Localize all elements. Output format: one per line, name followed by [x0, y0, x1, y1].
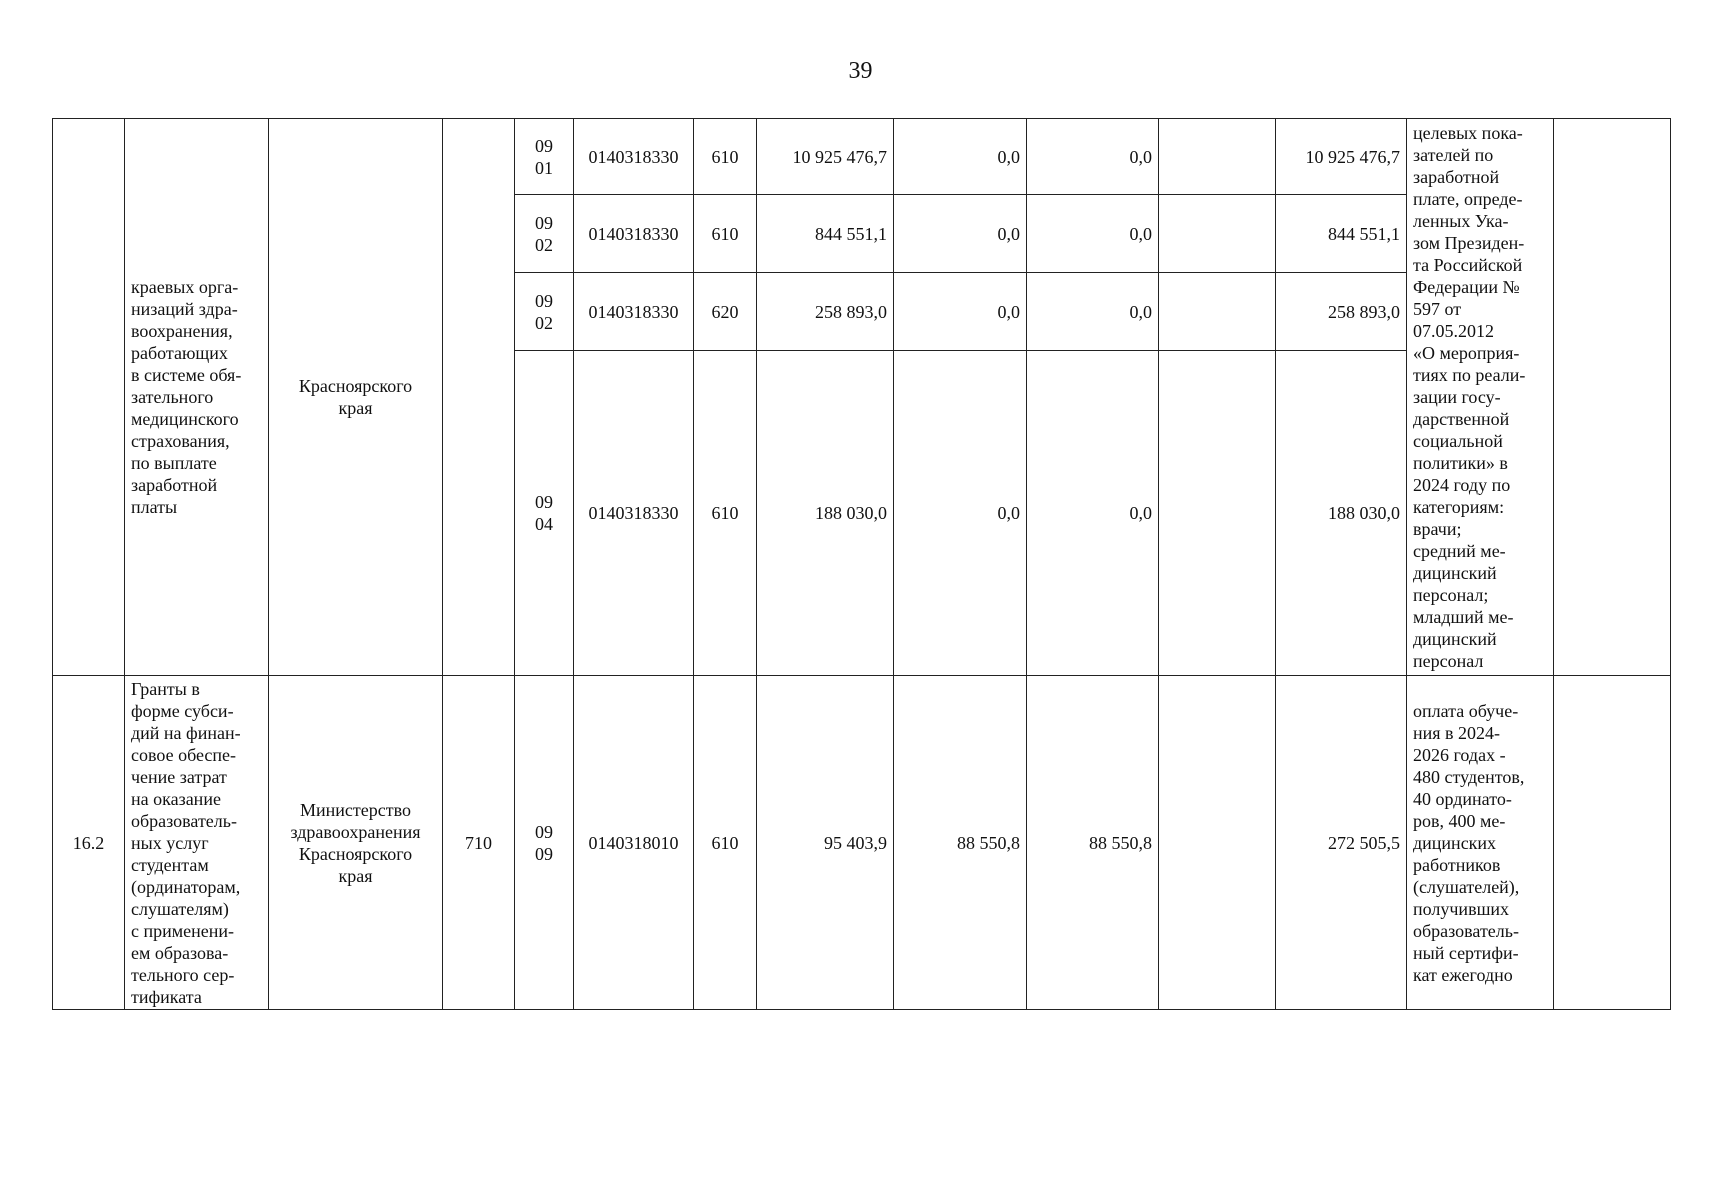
- grbs-name-cell: Красноярского края: [269, 119, 443, 676]
- amount-2025-cell: 0,0: [894, 119, 1027, 195]
- budget-table: [52, 118, 1671, 1010]
- csr-cell: 0140318330: [574, 351, 694, 676]
- amount-2025-cell: 0,0: [894, 195, 1027, 273]
- amount-2024-cell: 258 893,0: [757, 273, 894, 351]
- rzpr-cell: 09 09: [515, 676, 574, 1010]
- amount-2026-cell: 0,0: [1027, 195, 1159, 273]
- empty-amount-cell: [1159, 676, 1276, 1010]
- empty-amount-cell: [1159, 119, 1276, 195]
- total-cell: 258 893,0: [1276, 273, 1407, 351]
- amount-2026-cell: 0,0: [1027, 351, 1159, 676]
- amount-2025-cell: 0,0: [894, 351, 1027, 676]
- empty-amount-cell: [1159, 351, 1276, 676]
- rzpr-cell: 09 02: [515, 195, 574, 273]
- csr-cell: 0140318330: [574, 119, 694, 195]
- measure-name-cell: краевых орга- низаций здра- воохранения, работающих в системе обя- зательного медицинского страхования, по выплате заработной платы: [125, 119, 269, 676]
- total-cell: 844 551,1: [1276, 195, 1407, 273]
- vr-cell: 610: [694, 351, 757, 676]
- rzpr-cell: 09 04: [515, 351, 574, 676]
- empty-cell: [1554, 676, 1671, 1010]
- row-number-cell: 16.2: [53, 676, 125, 1010]
- amount-2024-cell: 10 925 476,7: [757, 119, 894, 195]
- vr-cell: 620: [694, 273, 757, 351]
- empty-amount-cell: [1159, 273, 1276, 351]
- amount-2026-cell: 88 550,8: [1027, 676, 1159, 1010]
- amount-2024-cell: 188 030,0: [757, 351, 894, 676]
- expected-result-cell: оплата обуче- ния в 2024- 2026 годах - 480 студентов, 40 ординато- ров, 400 ме- дицинских работников (слушателей), получивших образователь- ный сертифи- кат ежегодно: [1407, 676, 1554, 1010]
- vr-cell: 610: [694, 119, 757, 195]
- amount-2026-cell: 0,0: [1027, 273, 1159, 351]
- vr-cell: 610: [694, 676, 757, 1010]
- amount-2026-cell: 0,0: [1027, 119, 1159, 195]
- page-number: 39: [848, 58, 873, 84]
- grbs-code-cell: [443, 119, 515, 676]
- rzpr-cell: 09 02: [515, 273, 574, 351]
- csr-cell: 0140318010: [574, 676, 694, 1010]
- amount-2025-cell: 88 550,8: [894, 676, 1027, 1010]
- row-number-cell: [53, 119, 125, 676]
- grbs-name-cell: Министерство здравоохранения Красноярского края: [269, 676, 443, 1010]
- total-cell: 272 505,5: [1276, 676, 1407, 1010]
- total-cell: 188 030,0: [1276, 351, 1407, 676]
- empty-cell: [1554, 119, 1671, 676]
- total-cell: 10 925 476,7: [1276, 119, 1407, 195]
- amount-2024-cell: 844 551,1: [757, 195, 894, 273]
- vr-cell: 610: [694, 195, 757, 273]
- measure-name-cell: Гранты в форме субси- дий на финан- совое обеспе- чение затрат на оказание образователь- ных услуг студентам (ординаторам, слушателям) с применени- ем образова- тельного сер- тификата: [125, 676, 269, 1010]
- empty-amount-cell: [1159, 195, 1276, 273]
- amount-2024-cell: 95 403,9: [757, 676, 894, 1010]
- csr-cell: 0140318330: [574, 195, 694, 273]
- amount-2025-cell: 0,0: [894, 273, 1027, 351]
- rzpr-cell: 09 01: [515, 119, 574, 195]
- csr-cell: 0140318330: [574, 273, 694, 351]
- table-row: [53, 676, 1671, 1010]
- grbs-code-cell: 710: [443, 676, 515, 1010]
- expected-result-cell: целевых пока- зателей по заработной плате, опреде- ленных Ука- зом Президен- та Российской Федерации № 597 от 07.05.2012 «О мероприя- тиях по реали- зации госу- дарственной социальной политики» в 2024 году по категориям: врачи; средний ме- дицинский персонал; младший ме- дицинский персонал: [1407, 119, 1554, 676]
- table-row: [53, 119, 1671, 195]
